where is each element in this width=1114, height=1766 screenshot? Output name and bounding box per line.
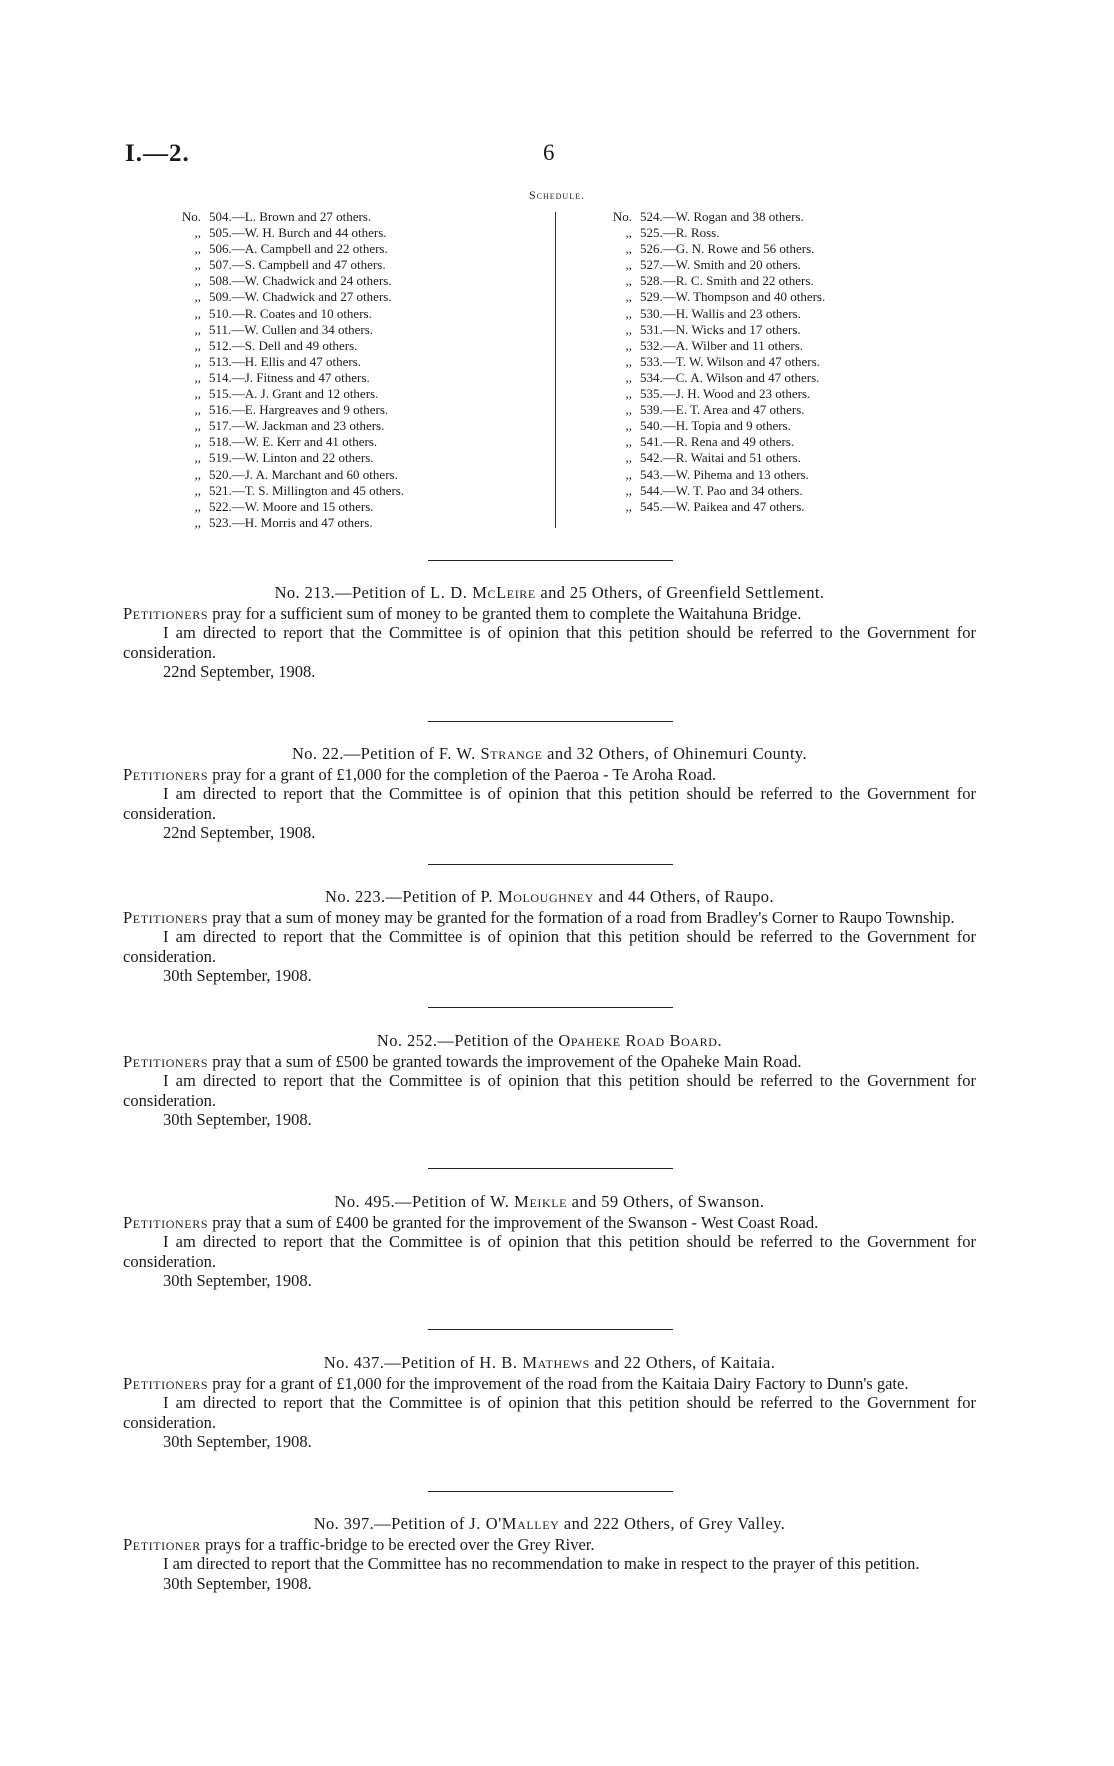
- petition-prayer-text: pray for a grant of £1,000 for the improvement of the road from the Kaitaia Dairy Factory to Dunn's gate.: [208, 1373, 909, 1393]
- section-divider-rule: [428, 864, 673, 865]
- section-divider-rule: [428, 1491, 673, 1492]
- schedule-entry: [173, 467, 404, 483]
- schedule-entry-text: 505.—W. H. Burch and 44 others.: [209, 225, 387, 241]
- petition-prayer-text: pray that a sum of £500 be granted towards the improvement of the Opaheke Main Road.: [208, 1051, 802, 1071]
- schedule-entry-text: 534.—C. A. Wilson and 47 others.: [640, 369, 820, 385]
- schedule-entry: [173, 209, 404, 225]
- petition-origin: and 222 Others, of Grey Valley.: [559, 1514, 786, 1533]
- schedule-entry-prefix: No.: [612, 209, 632, 224]
- schedule-entry-prefix: ,,: [625, 369, 632, 385]
- schedule-entry-prefix: ,,: [625, 225, 632, 241]
- report-date: 30th September, 1908.: [163, 1271, 312, 1290]
- schedule-entry-prefix: ,,: [194, 514, 201, 530]
- schedule-entry-text: 507.—S. Campbell and 47 others.: [209, 257, 386, 273]
- schedule-entry-text: 541.—R. Rena and 49 others.: [640, 434, 795, 450]
- petition-number: No. 252.—Petition of the: [376, 1031, 559, 1050]
- schedule-entry-prefix: ,,: [194, 337, 201, 353]
- schedule-entry-text: 512.—S. Dell and 49 others.: [209, 337, 358, 353]
- schedule-entry-prefix: ,,: [625, 434, 632, 450]
- petition-prayer: [123, 1374, 976, 1394]
- schedule-entry-prefix: ,,: [625, 273, 632, 289]
- schedule-entry-text: 522.—W. Moore and 15 others.: [209, 498, 374, 514]
- schedule-entry-text: 504.—L. Brown and 27 others.: [209, 209, 372, 224]
- schedule-entry-prefix: ,,: [194, 466, 201, 482]
- schedule-entry-text: 508.—W. Chadwick and 24 others.: [209, 273, 392, 289]
- petitioner-name: J. O'Malley: [469, 1514, 560, 1533]
- schedule-entry: [604, 483, 825, 499]
- petition-prayer: [123, 765, 976, 785]
- petition-origin: and 59 Others, of Swanson.: [567, 1192, 765, 1211]
- schedule-left-column: [173, 209, 404, 531]
- schedule-entry-prefix: ,,: [194, 305, 201, 321]
- petition-prayer-text: pray that a sum of £400 be granted for the improvement of the Swanson - West Coast Road.: [208, 1212, 819, 1232]
- schedule-entry: [604, 225, 825, 241]
- schedule-entry-text: 517.—W. Jackman and 23 others.: [209, 418, 385, 434]
- schedule-entry: [173, 402, 404, 418]
- schedule-entry-text: 527.—W. Smith and 20 others.: [640, 257, 801, 273]
- schedule-entry: [173, 322, 404, 338]
- schedule-entry: [173, 306, 404, 322]
- petition-heading: [123, 1192, 976, 1212]
- petition-heading: [123, 1353, 976, 1373]
- petitioner-name: W. Meikle: [490, 1192, 568, 1211]
- committee-report: I am directed to report that the Committee is of opinion that this petition should be referred to the Government for consideration.: [123, 1393, 976, 1432]
- schedule-entry-text: 530.—H. Wallis and 23 others.: [640, 305, 801, 321]
- committee-report: I am directed to report that the Committee is of opinion that this petition should be referred to the Government for consideration.: [123, 623, 976, 662]
- petition-heading: [123, 1514, 976, 1534]
- petition-origin: and 44 Others, of Raupo.: [593, 887, 774, 906]
- schedule-column-divider: [555, 212, 556, 528]
- schedule-entry-prefix: ,,: [625, 337, 632, 353]
- schedule-entry-text: 535.—J. H. Wood and 23 others.: [640, 386, 811, 402]
- schedule-entry-text: 520.—J. A. Marchant and 60 others.: [209, 466, 398, 482]
- committee-report: I am directed to report that the Committee has no recommendation to make in respect to the prayer of this petition.: [163, 1554, 920, 1573]
- schedule-entry-prefix: ,,: [194, 386, 201, 402]
- schedule-entry-text: 515.—A. J. Grant and 12 others.: [209, 386, 379, 402]
- petitioner-name: Opaheke Road Board: [558, 1031, 718, 1050]
- schedule-entry: [173, 386, 404, 402]
- schedule-entry-text: 526.—G. N. Rowe and 56 others.: [640, 241, 815, 257]
- schedule-entry: [604, 434, 825, 450]
- section-divider-rule: [428, 560, 673, 561]
- schedule-entry-prefix: ,,: [194, 402, 201, 418]
- committee-report: I am directed to report that the Committee is of opinion that this petition should be referred to the Government for consideration.: [123, 1071, 976, 1110]
- schedule-entry: [173, 483, 404, 499]
- schedule-entry-text: 516.—E. Hargreaves and 9 others.: [209, 402, 389, 418]
- petition-prayer: [123, 1052, 976, 1072]
- petitioners-lead: Petitioners: [123, 1212, 209, 1232]
- schedule-entry: [604, 306, 825, 322]
- petitioners-lead: Petitioners: [123, 1051, 209, 1071]
- schedule-entry: [173, 241, 404, 257]
- schedule-entry: [604, 450, 825, 466]
- schedule-entry-prefix: ,,: [194, 241, 201, 257]
- schedule-entry-prefix: ,,: [194, 369, 201, 385]
- schedule-right-column: [604, 209, 825, 515]
- petition-entry: [123, 1353, 976, 1452]
- petition-prayer: [123, 908, 976, 928]
- schedule-entry-text: 544.—W. T. Pao and 34 others.: [640, 482, 803, 498]
- schedule-entry-text: 518.—W. E. Kerr and 41 others.: [209, 434, 378, 450]
- petitioners-lead: Petitioners: [123, 907, 209, 927]
- schedule-entry-prefix: ,,: [625, 305, 632, 321]
- petitioner-name: P. Moloughney: [480, 887, 594, 906]
- schedule-entry-text: 543.—W. Pihema and 13 others.: [640, 466, 809, 482]
- committee-report: I am directed to report that the Committee is of opinion that this petition should be referred to the Government for consideration.: [123, 927, 976, 966]
- schedule-entry-prefix: ,,: [625, 386, 632, 402]
- schedule-entry-prefix: ,,: [194, 257, 201, 273]
- schedule-entry: [173, 515, 404, 531]
- schedule-entry-prefix: ,,: [625, 466, 632, 482]
- schedule-entry-prefix: ,,: [625, 289, 632, 305]
- schedule-entry: [173, 499, 404, 515]
- schedule-entry-prefix: ,,: [625, 402, 632, 418]
- schedule-entry-text: 532.—A. Wilber and 11 others.: [640, 337, 804, 353]
- schedule-entry-prefix: ,,: [625, 353, 632, 369]
- schedule-entry: [604, 467, 825, 483]
- schedule-entry-text: 519.—W. Linton and 22 others.: [209, 450, 374, 466]
- petitioners-lead: Petitioners: [123, 764, 209, 784]
- report-date: 30th September, 1908.: [163, 966, 312, 985]
- schedule-entry: [173, 434, 404, 450]
- petitioner-name: F. W. Strange: [438, 744, 543, 763]
- schedule-entry-text: 510.—R. Coates and 10 others.: [209, 305, 372, 321]
- schedule-entry-text: 539.—E. T. Area and 47 others.: [640, 402, 805, 418]
- petitioners-lead: Petitioners: [123, 1373, 209, 1393]
- committee-report: I am directed to report that the Committee is of opinion that this petition should be referred to the Government for consideration.: [123, 1232, 976, 1271]
- section-divider-rule: [428, 1329, 673, 1330]
- schedule-entry: [173, 289, 404, 305]
- schedule-entry: [173, 370, 404, 386]
- schedule-entry-prefix: ,,: [194, 321, 201, 337]
- schedule-entry: [604, 418, 825, 434]
- schedule-entry: [604, 386, 825, 402]
- schedule-entry-text: 524.—W. Rogan and 38 others.: [640, 209, 804, 224]
- schedule-entry-text: 506.—A. Campbell and 22 others.: [209, 241, 388, 257]
- schedule-entry: [173, 418, 404, 434]
- schedule-entry: [173, 225, 404, 241]
- petition-heading: [123, 583, 976, 603]
- schedule-entry-prefix: No.: [181, 209, 201, 224]
- schedule-entry: [604, 322, 825, 338]
- petition-entry: [123, 1031, 976, 1130]
- schedule-entry: [604, 338, 825, 354]
- report-date: 30th September, 1908.: [163, 1573, 312, 1593]
- schedule-entry: [173, 450, 404, 466]
- schedule-entry-prefix: ,,: [194, 434, 201, 450]
- schedule-entry-prefix: ,,: [625, 241, 632, 257]
- schedule-entry-text: 545.—W. Paikea and 47 others.: [640, 498, 805, 514]
- petitioners-lead: Petitioners: [123, 603, 209, 623]
- petition-entry: [123, 1514, 976, 1593]
- petition-entry: [123, 887, 976, 986]
- schedule-entry-prefix: ,,: [194, 482, 201, 498]
- schedule-entry: [173, 354, 404, 370]
- schedule-entry: [604, 370, 825, 386]
- schedule-entry: [604, 257, 825, 273]
- schedule-entry-text: 540.—H. Topia and 9 others.: [640, 418, 791, 434]
- section-divider-rule: [428, 721, 673, 722]
- schedule-entry: [173, 338, 404, 354]
- petition-origin: and 25 Others, of Greenfield Settlement.: [535, 583, 825, 602]
- schedule-entry-prefix: ,,: [194, 450, 201, 466]
- petition-entry: [123, 583, 976, 682]
- petition-prayer: [123, 1535, 976, 1555]
- schedule-entry-text: 531.—N. Wicks and 17 others.: [640, 321, 801, 337]
- schedule-entry-prefix: ,,: [625, 321, 632, 337]
- schedule-entry-text: 514.—J. Fitness and 47 others.: [209, 369, 370, 385]
- petitioner-name: H. B. Mathews: [479, 1353, 590, 1372]
- petition-prayer-text: pray for a sufficient sum of money to be granted them to complete the Waitahuna Bridge.: [208, 603, 802, 623]
- page-number: 6: [543, 140, 555, 165]
- petition-number: No. 213.—Petition of: [274, 583, 431, 602]
- schedule-entry: [173, 257, 404, 273]
- schedule-entry-prefix: ,,: [625, 418, 632, 434]
- schedule-entry-text: 521.—T. S. Millington and 45 others.: [209, 482, 405, 498]
- schedule-entry-prefix: ,,: [625, 498, 632, 514]
- report-date: 22nd September, 1908.: [163, 662, 316, 681]
- schedule-entry-prefix: ,,: [194, 225, 201, 241]
- schedule-entry-prefix: ,,: [194, 498, 201, 514]
- schedule-entry: [173, 273, 404, 289]
- section-divider-rule: [428, 1168, 673, 1169]
- petition-origin: and 32 Others, of Ohinemuri County.: [542, 744, 808, 763]
- schedule-entry-text: 509.—W. Chadwick and 27 others.: [209, 289, 392, 305]
- schedule-entry-text: 542.—R. Waitai and 51 others.: [640, 450, 801, 466]
- petition-number: No. 22.—Petition of: [291, 744, 439, 763]
- petition-prayer-text: pray that a sum of money may be granted for the formation of a road from Bradley's Corner to Raupo Township.: [208, 907, 955, 927]
- petition-number: No. 437.—Petition of: [323, 1353, 480, 1372]
- schedule-entry: [604, 289, 825, 305]
- schedule-entry-text: 523.—H. Morris and 47 others.: [209, 514, 373, 530]
- petition-prayer: [123, 604, 976, 624]
- petition-entry: [123, 1192, 976, 1291]
- report-date: 30th September, 1908.: [163, 1432, 312, 1451]
- schedule-entry-prefix: ,,: [194, 353, 201, 369]
- petition-number: No. 223.—Petition of: [325, 887, 481, 906]
- report-date: 30th September, 1908.: [163, 1110, 312, 1129]
- petition-entry: [123, 744, 976, 843]
- schedule-entry-text: 511.—W. Cullen and 34 others.: [209, 321, 374, 337]
- schedule-entry-text: 513.—H. Ellis and 47 others.: [209, 353, 362, 369]
- petition-number: No. 495.—Petition of: [334, 1192, 491, 1211]
- petition-prayer-text: pray for a grant of £1,000 for the completion of the Paeroa - Te Aroha Road.: [208, 764, 717, 784]
- schedule-entry: [604, 241, 825, 257]
- petition-heading: [123, 887, 976, 907]
- report-date: 22nd September, 1908.: [163, 823, 316, 842]
- schedule-entry-prefix: ,,: [625, 257, 632, 273]
- schedule-entry-prefix: ,,: [194, 273, 201, 289]
- schedule-entry-prefix: ,,: [194, 289, 201, 305]
- schedule-title: Schedule.: [528, 188, 585, 202]
- petition-prayer: [123, 1213, 976, 1233]
- petitioner-name: L. D. McLeire: [430, 583, 536, 602]
- petition-origin: .: [717, 1031, 723, 1050]
- paper-reference-code: I.—2.: [125, 140, 190, 167]
- petition-heading: [123, 744, 976, 764]
- schedule-entry-text: 528.—R. C. Smith and 22 others.: [640, 273, 814, 289]
- petition-origin: and 22 Others, of Kaitaia.: [589, 1353, 776, 1372]
- petitioners-lead: Petitioner: [123, 1534, 201, 1554]
- schedule-entry: [604, 402, 825, 418]
- petition-prayer-text: prays for a traffic-bridge to be erected over the Grey River.: [200, 1534, 595, 1554]
- schedule-entry: [604, 499, 825, 515]
- section-divider-rule: [428, 1007, 673, 1008]
- schedule-entry-text: 525.—R. Ross.: [640, 225, 720, 241]
- schedule-entry: [604, 209, 825, 225]
- schedule-entry-prefix: ,,: [194, 418, 201, 434]
- schedule-entry-prefix: ,,: [625, 482, 632, 498]
- petition-heading: [123, 1031, 976, 1051]
- schedule-entry: [604, 354, 825, 370]
- schedule-entry-text: 533.—T. W. Wilson and 47 others.: [640, 353, 820, 369]
- committee-report: I am directed to report that the Committee is of opinion that this petition should be referred to the Government for consideration.: [123, 784, 976, 823]
- petition-number: No. 397.—Petition of: [313, 1514, 470, 1533]
- schedule-entry-text: 529.—W. Thompson and 40 others.: [640, 289, 826, 305]
- schedule-entry: [604, 273, 825, 289]
- schedule-entry-prefix: ,,: [625, 450, 632, 466]
